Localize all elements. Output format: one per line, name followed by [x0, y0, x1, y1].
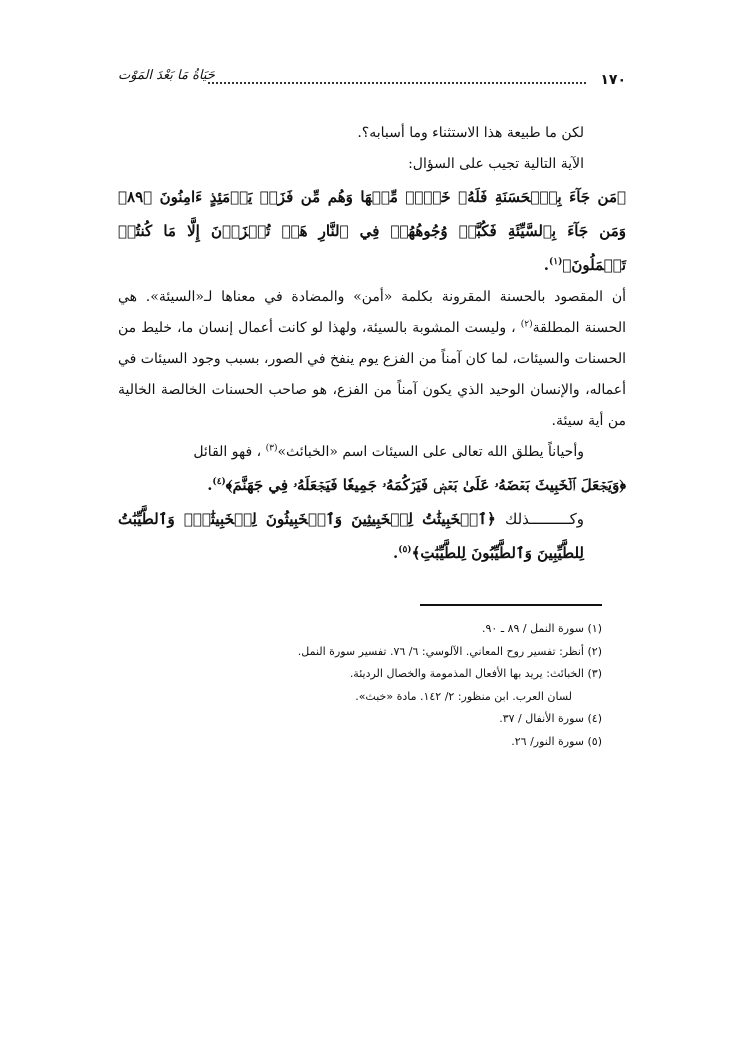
footnote-ref-4: (٤) [212, 477, 226, 487]
quran-verse-3 [118, 502, 626, 570]
verse-3-end: . [392, 544, 399, 562]
paragraph-1-part-b: ، وليست المشوبة بالسيئة، ولهذا لو كانت أعمال إنسان ما، خليط من الحسنات والسيئات، لما كان آمناً من الفزع يوم ينفخ في الصور، بسبب وجود السيئات في أعماله، والإنسان الوحيد الذي يكون آمناً من الفزع، هو صاحب الحسنات الخالصة الخالية من أية سيئة. [117, 320, 626, 429]
footnote-3: (٣) الخبائث: يريد بها الأفعال المذمومة والخصال الرديئة. [349, 667, 602, 680]
paragraph-1-part-a: أن المقصود بالحسنة المقرونة بكلمة «أمن» والمضادة في معناها لـ«السيئة». هي الحسنة المطلقة [118, 289, 626, 336]
page-header [118, 70, 626, 96]
verse-1-line-2: بِٱلسَّيِّئَةِ فَكُبَّتۡ وُجُوهُهُمۡ فِي ٱلنَّارِ هَلۡ تُجۡزَوۡنَ إِلَّا مَا كُنتُمۡ تَعۡمَلُونَ﴾ [118, 222, 626, 274]
verse-1-line-1: ﴿مَن جَآءَ بِٱلۡحَسَنَةِ فَلَهُۥ خَيۡرٞ مِّنۡهَا وَهُم مِّن فَزَعٖ يَوۡمَئِذٍ ءَامِنُونَ ﴿٨٩﴾ وَمَن جَآءَ [118, 188, 626, 240]
quran-verse-2 [118, 468, 626, 502]
paragraph-3-lead: وكـــــــــذلك [504, 510, 584, 528]
paragraph-1 [118, 282, 626, 437]
lead-sentence: الآية التالية تجيب على السؤال: [408, 156, 584, 172]
quran-verse-1 [118, 180, 626, 282]
footnote-5: (٥) سورة النور/ ٢٦. [511, 734, 602, 748]
paragraph-2 [118, 437, 626, 468]
page-body [118, 118, 626, 570]
verse-3-line-1: ﴿ٱلۡخَبِيثَٰتُ لِلۡخَبِيثِينَ وَٱلۡخَبِيثُونَ لِلۡخَبِيثَٰتِۖ وَٱلطَّيِّبَٰتُ لِلطَّيِّبِينَ [118, 510, 584, 562]
page-number: ١٧٠ [600, 72, 626, 88]
verse-3-line-2: وَٱلطَّيِّبُونَ لِلطَّيِّبَٰتِ﴾ [411, 544, 532, 562]
footnote-ref-3: (٣) [265, 443, 278, 454]
intro-question: لكن ما طبيعة هذا الاستثناء وما أسبابه؟. [357, 125, 584, 141]
footnote-ref-2: (٢) [520, 319, 533, 330]
footnote-2: (٢) أنظر: تفسير روح المعاني. الآلوسي: ٦/ ٧٦. تفسير سورة النمل. [297, 644, 602, 658]
footnote-ref-1: (١) [549, 257, 563, 267]
footnote-4: (٤) سورة الأنفال / ٣٧. [499, 712, 602, 725]
footnote-3-continued: لسان العرب. ابن منظور: ٢/ ١٤٢. مادة «خبث». [355, 689, 572, 703]
book-title: حَيَاةُ مَا بَعْدَ المَوْت [118, 68, 215, 83]
verse-1-end: . [543, 256, 550, 274]
footnote-1: (١) سورة النمل / ٨٩ ـ ٩٠. [482, 622, 602, 635]
footnotes [200, 618, 602, 753]
footnote-separator [420, 604, 602, 606]
verse-2-text: ﴿وَيَجۡعَلَ ٱلۡخَبِيثَ بَعۡضَهُۥ عَلَىٰ بَعۡضٖ فَيَرۡكُمَهُۥ جَمِيعٗا فَيَجۡعَلَهُۥ فِي جَهَنَّمَ﴾ [225, 476, 626, 494]
header-dotted-leader [208, 82, 586, 84]
verse-2-end: . [207, 476, 213, 494]
paragraph-2-part-b: ، فهو القائل [193, 444, 262, 460]
paragraph-2-part-a: وأحياناً يطلق الله تعالى على السيئات اسم «الخبائث» [277, 444, 584, 460]
footnote-ref-5: (٥) [398, 545, 412, 555]
